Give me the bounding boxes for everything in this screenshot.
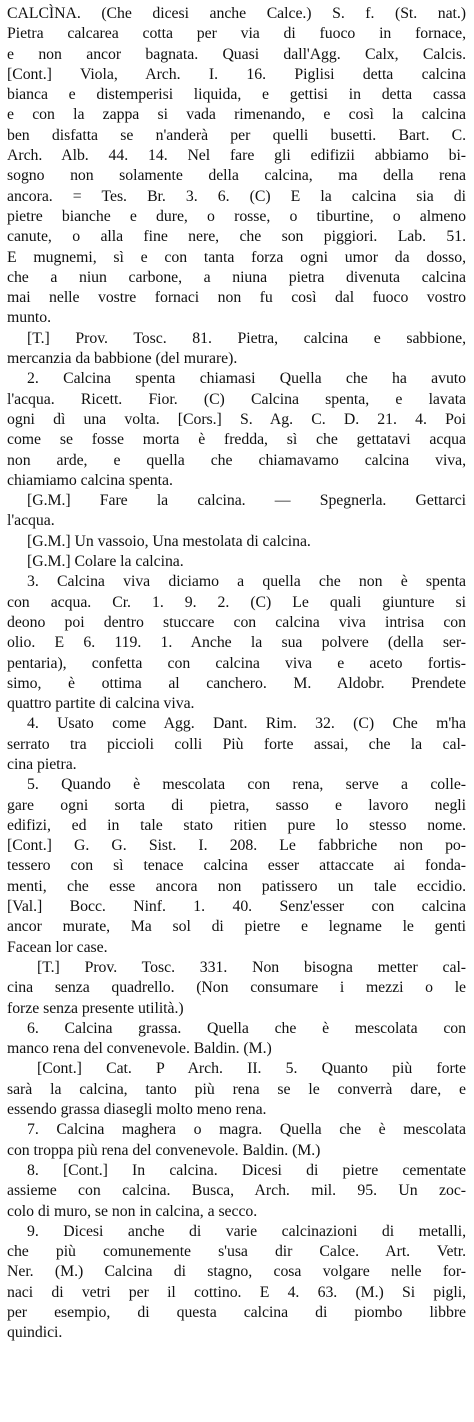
- entry-text-line: per esempio, di questa calcina di piombo libbre: [7, 1304, 466, 1321]
- entry-text-line: E mugnemi, sì e con tanta forza ogni umor da dosso,: [7, 248, 466, 266]
- entry-text-line: menti, che esse ancora non patissero un tale eccidio.: [7, 877, 466, 895]
- entry-text-line: cina senza quadrello. (Non consumare i mezzi o le: [7, 979, 466, 997]
- entry-text-line: sarà la calcina, tanto più rena se le converrà dare, e: [7, 1080, 466, 1098]
- entry-text-line: cina pietra.: [7, 755, 77, 773]
- entry-text-line: naci di vetri per il cottino. E 4. 63. (M.) Si pigli,: [7, 1283, 466, 1301]
- entry-text-line: Ner. (M.) Calcina di stagno, cosa volgare nelle for-: [7, 1263, 466, 1281]
- entry-text-line: e con la zappa si vada rimenando, e così la calcina: [7, 106, 466, 124]
- entry-text-line: chiamiamo calcina spenta.: [7, 471, 173, 489]
- entry-text-line: 8. [Cont.] In calcina. Dicesi di pietre cementate: [27, 1161, 466, 1179]
- entry-text-line: con troppa più rena del convenevole. Baldin. (M.): [7, 1141, 321, 1159]
- entry-text-line: bianca e distemperisi liquida, e gettisi in detta cassa: [7, 86, 466, 104]
- entry-text-line: ogni dì una volta. [Cors.] S. Ag. C. D. 21. 4. Poi: [7, 410, 466, 428]
- entry-text-line: simo, è ottima al canchero. M. Aldobr. Prendete: [7, 674, 466, 692]
- entry-text-line: 3. Calcina viva diciamo a quella che non è spenta: [27, 573, 466, 591]
- entry-text-line: come se fosse morta è fredda, sì che gettatavi acqua: [7, 431, 466, 449]
- entry-text-line: [Cont.] G. G. Sist. I. 208. Le fabbriche non po-: [7, 837, 466, 855]
- entry-text-line: pentaria), confetta con calcina viva e aceto fortis-: [7, 654, 466, 672]
- entry-text-line: [G.M.] Un vassoio, Una mestolata di calcina.: [27, 532, 311, 550]
- entry-text-line: Facean lor case.: [7, 938, 108, 956]
- entry-text-line: con acqua. Cr. 1. 9. 2. (C) Le quali giunture si: [7, 593, 466, 611]
- entry-text-line: edifizi, ed in tale stato ritien pure lo stesso nome.: [7, 816, 466, 834]
- entry-text-line: [T.] Prov. Tosc. 81. Pietra, calcina e sabbione,: [27, 329, 466, 347]
- entry-text-line: [T.] Prov. Tosc. 331. Non bisogna metter cal-: [37, 958, 466, 976]
- entry-text-line: canute, o alla fine nere, che son piggiori. Lab. 51.: [7, 228, 466, 246]
- entry-text-line: [Cont.] Cat. P Arch. II. 5. Quanto più forte: [37, 1060, 466, 1078]
- entry-text-line: [Val.] Bocc. Ninf. 1. 40. Senz'esser con calcina: [7, 898, 466, 916]
- entry-text-line: munto.: [7, 309, 52, 327]
- entry-text-line: assieme con calcina. Busca, Arch. mil. 95. Un zoc-: [7, 1182, 466, 1200]
- entry-text-line: manco rena del convenevole. Baldin. (M.): [7, 1040, 272, 1058]
- entry-text-line: non arde, e quella che chiamavamo calcina viva,: [7, 451, 466, 469]
- entry-text-line: olio. E 6. 119. 1. Anche la sua polvere (della ser-: [7, 634, 466, 652]
- entry-text-line: ancor murate, Ma sol di pietre e legname le genti: [7, 918, 466, 936]
- entry-text-line: 7. Calcina maghera o magra. Quella che è mescolata: [27, 1121, 466, 1139]
- entry-text-line: quindici.: [7, 1324, 63, 1342]
- dictionary-entry-calcina: [7, 4, 466, 1344]
- entry-text-line: deono poi dentro stuccare con calcina viva intrisa con: [7, 613, 466, 631]
- entry-text-line: che a niun carbone, a niuna pietra divenuta calcina: [7, 268, 466, 286]
- entry-text-line: 2. Calcina spenta chiamasi Quella che ha avuto: [27, 370, 466, 388]
- entry-text-line: l'acqua. Ricett. Fior. (C) Calcina spenta, e lavata: [7, 390, 466, 408]
- entry-text-line: [Cont.] Viola, Arch. I. 16. Piglisi detta calcina: [7, 65, 466, 83]
- entry-text-line: Arch. Alb. 44. 14. Nel fare gli edifizii abbiamo bi-: [7, 147, 466, 165]
- entry-text-line: ancora. = Tes. Br. 3. 6. (C) E la calcina sia di: [7, 187, 466, 205]
- entry-text-line: e non ancor bagnata. Quasi dall'Agg. Calx, Calcis.: [7, 45, 466, 63]
- entry-text-line: 5. Quando è mescolata con rena, serve a colle-: [27, 776, 466, 794]
- entry-text-line: pietre bianche e dure, o rosse, o tiburtine, o almeno: [7, 207, 466, 225]
- entry-text-line: Pietra calcarea cotta per via di fuoco in fornace,: [7, 25, 466, 43]
- entry-text-line: essendo grassa diasegli molto meno rena.: [7, 1101, 267, 1119]
- entry-text-line: mercanzia da babbione (del murare).: [7, 350, 238, 368]
- entry-text-line: 6. Calcina grassa. Quella che è mescolata con: [27, 1019, 466, 1037]
- headword-line: CALCÌNA. (Che dicesi anche Calce.) S. f. (St. nat.): [7, 5, 466, 22]
- entry-text-line: serrato tra piccioli colli Più forte assai, che la cal-: [7, 735, 466, 753]
- entry-text-line: colo di muro, se non in calcina, a secco.: [7, 1202, 258, 1220]
- entry-text-line: forze senza presente utilità.): [7, 999, 184, 1017]
- entry-text-line: che più comunemente s'usa dir Calce. Art. Vetr.: [7, 1243, 466, 1261]
- entry-text-line: quattro partite di calcina viva.: [7, 695, 195, 713]
- entry-text-line: l'acqua.: [7, 512, 55, 530]
- entry-text-line: mai nelle vostre fornaci non fu così dal fuoco vostro: [7, 289, 466, 307]
- entry-text-line: 9. Dicesi anche di varie calcinazioni di metalli,: [27, 1222, 466, 1240]
- entry-text-line: [G.M.] Fare la calcina. — Spegnerla. Gettarci: [27, 492, 466, 510]
- entry-text-line: ben disfatta se n'anderà per quelli busetti. Bart. C.: [7, 126, 466, 144]
- entry-text-line: tessero con sì tenace calcina esser attaccate ai fonda-: [7, 857, 466, 875]
- entry-text-line: 4. Usato come Agg. Dant. Rim. 32. (C) Che m'ha: [27, 715, 466, 733]
- entry-text-line: gare ogni sorta di pietra, sasso e lavoro negli: [7, 796, 466, 814]
- entry-text-line: [G.M.] Colare la calcina.: [27, 553, 184, 571]
- entry-text-line: sogno non solamente della calcina, ma della rena: [7, 167, 466, 185]
